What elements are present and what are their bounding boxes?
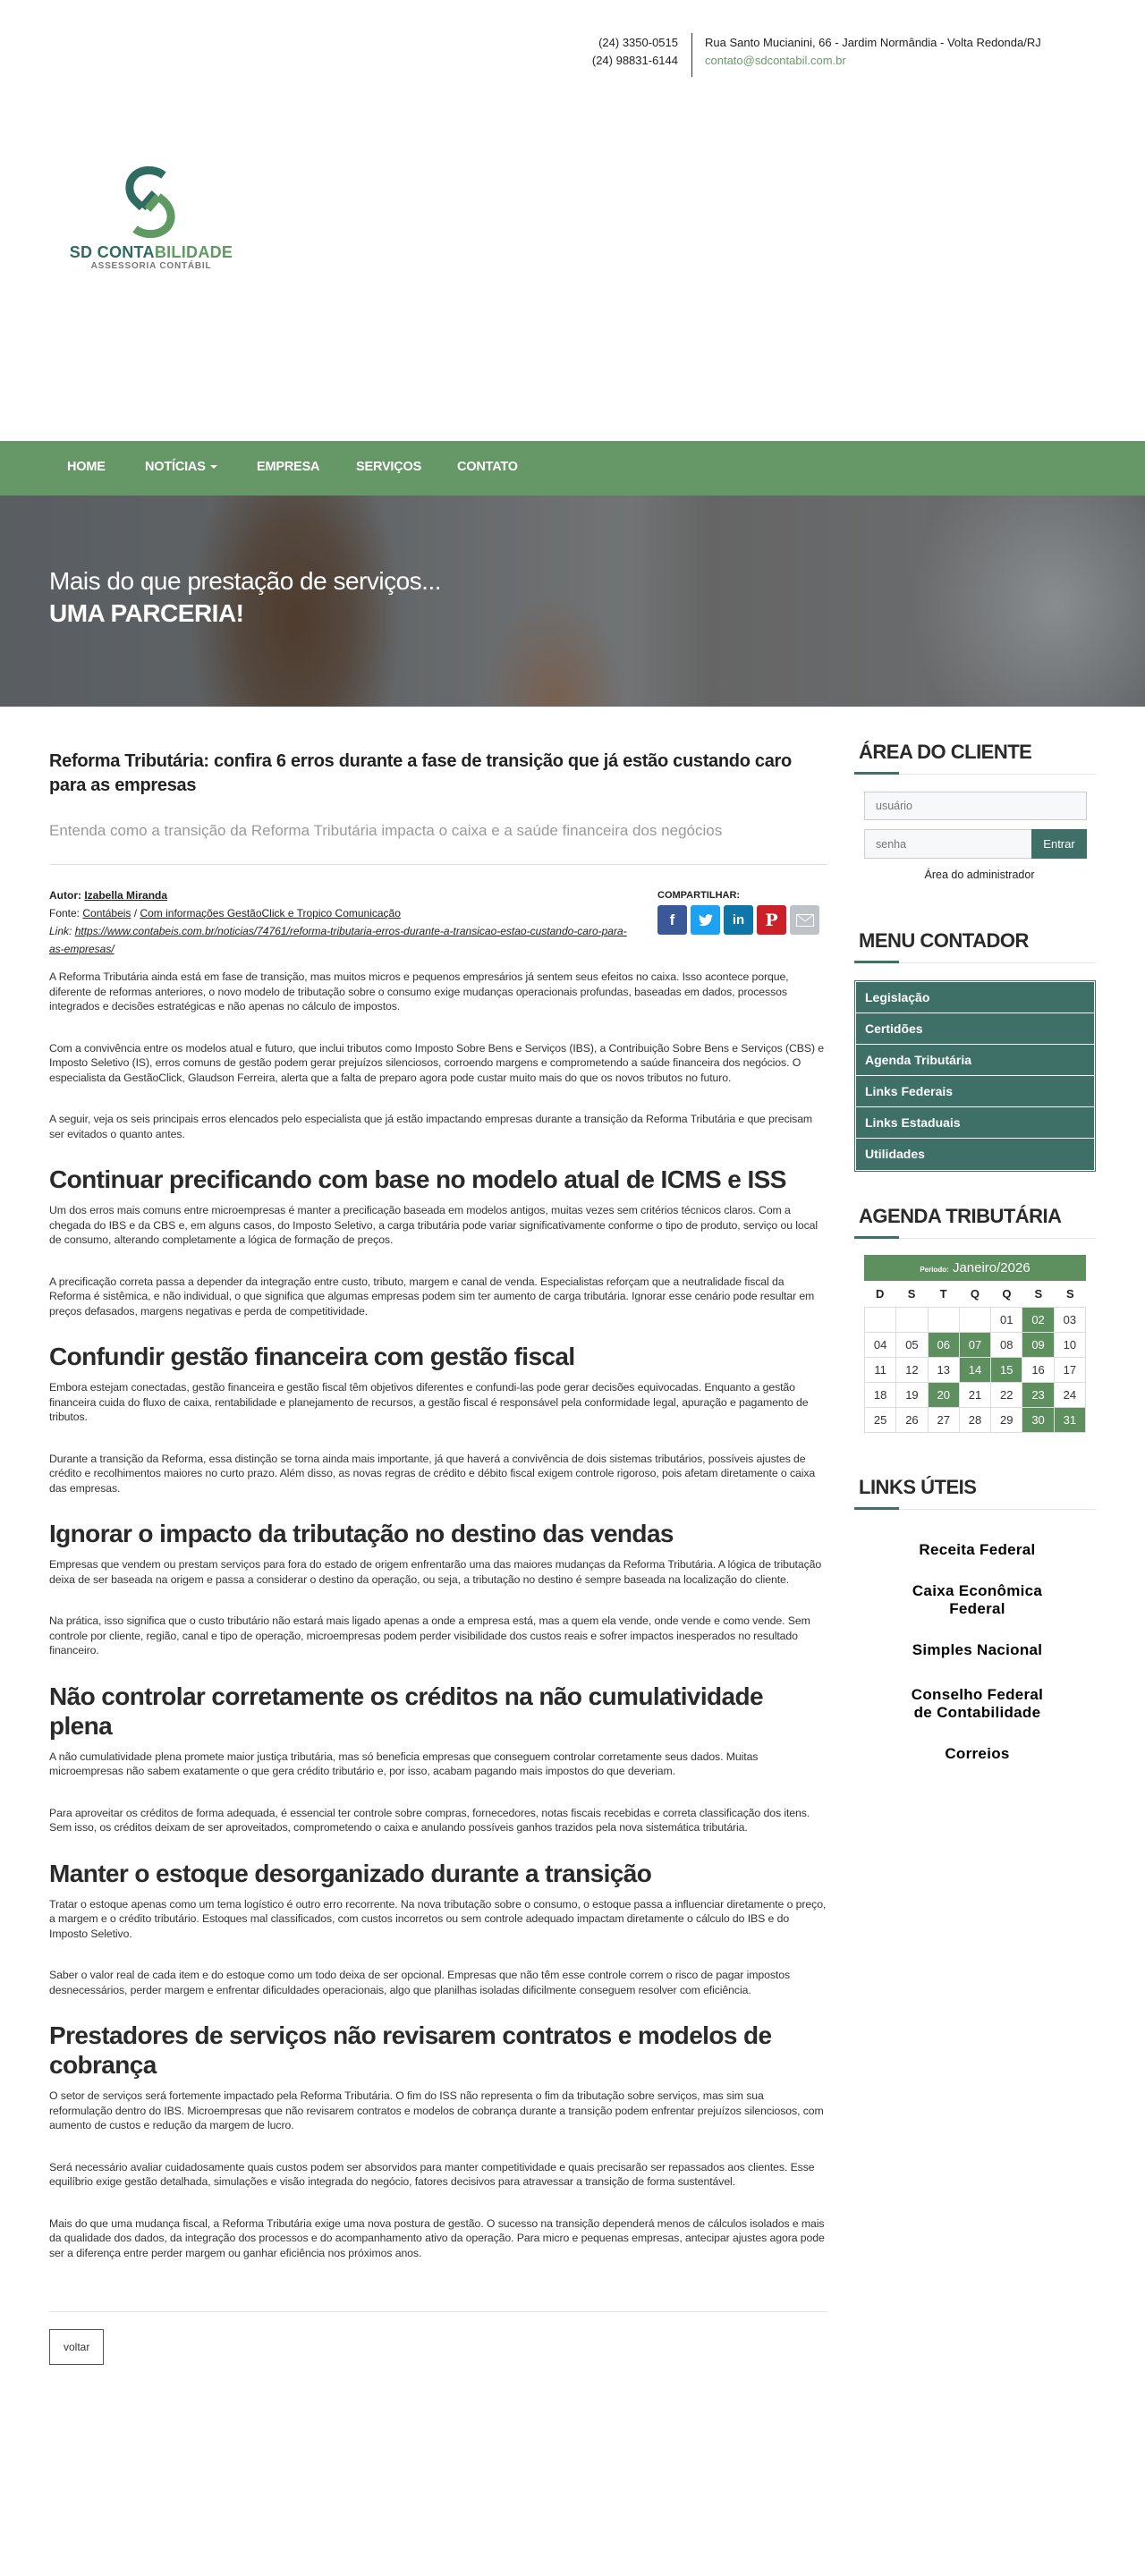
links-widget [854,1476,1096,1510]
calendar-day[interactable]: 04 [865,1333,896,1358]
hero-line-1: Mais do que prestação de serviços... [49,567,442,595]
divider [49,864,827,865]
calendar-empty-cell [929,1308,960,1333]
calendar-day[interactable]: 24 [1055,1383,1086,1408]
useful-link-line: Conselho Federal [911,1686,1044,1703]
section-heading: Ignorar o impacto da tributação no destino das vendas [49,1520,674,1547]
share-label: COMPARTILHAR: [657,890,741,901]
heading-underline [854,1238,1096,1239]
paragraph: Durante a transição da Reforma, essa distinção se torna ainda mais importante, já que haverá a convivência de dois sistemas tributários, possíveis ajustes de crédito e recolhimentos maiores no curto prazo. Além disso, as novas regras de crédito e débito fiscal exigem controle rigoroso, pois afetam diretamente o caixa das empresas. [49,1452,816,1495]
username-input[interactable] [864,792,1087,820]
paragraph: Saber o valor real de cada item e do estoque como um todo deixa de ser opcional. Empresas que não têm esse controle correm o risco de pagar impostos desnecessários, perder margem e enfrentar dificuldades operacionais, algo que planilhas isoladas dificilmente conseguem resolver com eficiência. [49,1969,790,1996]
pinterest-icon[interactable]: P [757,905,786,935]
logo-s-mark-icon [49,166,253,238]
author-line: Autor: Izabella Miranda [49,889,168,902]
links-title: LINKS ÚTEIS [859,1476,977,1498]
address: Rua Santo Mucianini, 66 - Jardim Normândia - Volta Redonda/RJ [705,36,1041,49]
paragraph: O setor de serviços será fortemente impactado pela Reforma Tributária. O fim do ISS não representa o fim da tributação sobre serviços, mas sim sua reformulação dentro do IBS. Microempresas que não revisarem contratos e modelos de cobrança durante a transição podem enfrentar prejuízos silenciosos, com aumento de custos e redução da margem de lucro. [49,2089,824,2131]
main-nav [0,441,1145,496]
calendar-day[interactable]: 22 [991,1383,1022,1408]
link-line: Link: https://www.contabeis.com.br/noticias/74761/reforma-tributaria-erros-durante-a-transicao-estao-custando-caro-para-as-empresas/ [49,925,627,955]
calendar-day[interactable]: 29 [991,1408,1022,1433]
calendar-day-deadline[interactable]: 15 [991,1358,1022,1383]
menu-contador-widget [854,929,1096,963]
article-subtitle: Entenda como a transição da Reforma Tributária impacta o caixa e a saúde financeira dos negócios [49,822,723,839]
email-link[interactable]: contato@sdcontabil.com.br [705,54,846,67]
calendar-day-deadline[interactable]: 09 [1022,1333,1054,1358]
calendar-day-deadline[interactable]: 31 [1055,1408,1086,1433]
calendar-day[interactable]: 21 [960,1383,991,1408]
heading-underline [854,962,1096,963]
weekday-label: S [1065,1287,1074,1301]
menu-item-certidoes[interactable]: Certidões [856,1013,1094,1045]
paragraph: A precificação correta passa a depender da integração entre custo, tributo, margem e canal de venda. Especialistas reforçam que a neutralidade fiscal da Reforma é sistêmica, e não individual, o que significa que algumas empresas podem sim ter aumento de carga tributária. Ignorar esse cenário pode resultar em preços defasados, margens negativas e perda de competitividade. [49,1275,815,1318]
calendar-day[interactable]: 08 [991,1333,1022,1358]
menu-item-agenda-tributaria[interactable]: Agenda Tributária [856,1045,1094,1076]
weekday-label: T [939,1287,947,1301]
useful-link-line: Federal [949,1600,1005,1617]
calendar-day-deadline[interactable]: 23 [1022,1383,1054,1408]
paragraph: Com a convivência entre os modelos atual e futuro, que inclui tributos como Imposto Sobre Bens e Serviços (IBS), a Contribuição Sobre Bens e Serviços (CBS) e Imposto Seletivo (IS), erros comuns de gestão podem gerar prejuízos silenciosos, corroendo margens e comprometendo a saúde financeira dos negócios. O especialista da GestãoClick, Glaudson Ferreira, alerta que a falta de preparo agora pode custar muito mais do que os novos tributos no futuro. [49,1041,825,1084]
heading-underline [854,774,1096,775]
calendar-day-deadline[interactable]: 30 [1022,1408,1054,1433]
logo[interactable] [49,166,253,275]
calendar-day[interactable]: 12 [896,1358,928,1383]
menu-item-legislacao[interactable]: Legislação [856,982,1094,1013]
paragraph: Empresas que vendem ou prestam serviços para fora do estado de origem enfrentarão uma das maiores mudanças da Reforma Tributária. A lógica de tributação deixa de ser baseada na origem e passa a considerar o destino da operação, ou seja, a tributação no destino é sempre baseada na localização do cliente. [49,1558,822,1586]
source-link-2[interactable]: Com informações GestãoClick e Tropico Comunicação [140,907,401,919]
useful-link-line: Caixa Econômica [912,1582,1043,1599]
calendar-day[interactable]: 03 [1055,1308,1086,1333]
calendar-empty-cell [960,1308,991,1333]
calendar-grid [864,1307,1086,1433]
nav-home[interactable]: HOME [67,460,106,474]
calendar-day[interactable]: 19 [896,1383,928,1408]
nav-servicos[interactable]: SERVIÇOS [356,460,422,474]
address-block [705,34,1041,70]
useful-link[interactable] [881,1686,1073,1722]
calendar-day[interactable]: 18 [865,1383,896,1408]
paragraph: A não cumulatividade plena promete maior justiça tributária, mas só beneficia empresas que conseguem controlar corretamente seus dados. Muitas microempresas não sabem exatamente o que gera crédito tributário e, por isso, acabam pagando mais impostos do que deveriam. [49,1750,759,1777]
menu-item-links-federais[interactable]: Links Federais [856,1076,1094,1107]
calendar-day[interactable]: 13 [929,1358,960,1383]
useful-link-line: Receita Federal [919,1541,1036,1558]
article [49,750,827,2365]
facebook-icon[interactable]: f [657,905,687,935]
paragraph: Embora estejam conectadas, gestão financeira e gestão fiscal têm objetivos diferentes e confundi-las pode gerar decisões equivocadas. Enquanto a gestão financeira cuida do fluxo de caixa, rentabilidade e planejamento de recursos, a gestão fiscal é responsável pela conformidade legal, apuração e pagamento de tributos. [49,1381,809,1423]
agenda-widget [854,1205,1096,1239]
useful-link[interactable] [881,1641,1073,1659]
calendar-empty-cell [896,1308,928,1333]
client-area-widget [854,741,1096,775]
useful-link[interactable] [881,1541,1073,1559]
calendar-day-deadline[interactable]: 06 [929,1333,960,1358]
nav-empresa[interactable]: EMPRESA [257,460,320,474]
linkedin-icon[interactable]: in [724,905,753,935]
section-heading: Confundir gestão financeira com gestão fiscal [49,1343,575,1370]
admin-area-link[interactable]: Área do administrador [924,869,1035,881]
paragraph: Mais do que uma mudança fiscal, a Reforma Tributária exige uma nova postura de gestão. O sucesso na transição dependerá menos de cálculos isolados e mais da qualidade dos dados, da integração dos processos e do acompanhamento ativo da operação. Para micro e pequenas empresas, antecipar ajustes agora pode ser a diferença entre perder margem ou ganhar eficiência nos próximos anos. [49,2216,825,2259]
calendar-day[interactable]: 25 [865,1408,896,1433]
menu-contador-title: MENU CONTADOR [859,929,1029,952]
client-area-title: ÁREA DO CLIENTE [859,741,1032,763]
menu-contador-list [854,980,1096,1172]
source-line: Fonte: Contábeis / Com informações GestãoClick e Tropico Comunicação [49,907,401,919]
nav-noticias[interactable]: NOTÍCIAS [145,460,217,474]
logo-name: SD CONTABILIDADE [69,243,233,261]
calendar-day[interactable]: 17 [1055,1358,1086,1383]
weekday-label: D [876,1287,885,1301]
article-meta [49,886,827,958]
nav-contato[interactable]: CONTATO [457,460,518,474]
weekday-label: Q [970,1287,980,1301]
calendar-day[interactable]: 28 [960,1408,991,1433]
calendar-weekdays [864,1281,1086,1307]
section-heading: Prestadores de serviços não revisarem contratos e modelos de cobrança [49,2021,772,2079]
calendar-day-deadline[interactable]: 07 [960,1333,991,1358]
section-heading: Manter o estoque desorganizado durante a transição [49,1859,652,1887]
calendar-day-deadline[interactable]: 02 [1022,1308,1054,1333]
useful-link-line: de Contabilidade [913,1704,1041,1721]
calendar-day[interactable]: 05 [896,1333,928,1358]
section-heading: Não controlar corretamente os créditos na não cumulatividade plena [49,1682,763,1740]
weekday-label: S [1034,1287,1043,1301]
article-url[interactable]: https://www.contabeis.com.br/noticias/74761/reforma-tributaria-erros-durante-a-transicao-estao-custando-caro-para-as-empresas/ [49,925,627,955]
menu-item-utilidades[interactable]: Utilidades [856,1139,1094,1170]
weekday-label: S [907,1287,916,1301]
phone-numbers [592,34,678,70]
calendar-day[interactable]: 11 [865,1358,896,1383]
email-icon[interactable] [790,905,819,935]
agenda-title: AGENDA TRIBUTÁRIA [859,1205,1062,1227]
paragraph: Tratar o estoque apenas como um tema logístico é outro erro recorrente. Na nova tributação sobre o consumo, o estoque passa a influenciar diretamente o preço, a margem e o crédito tributário. Estoques mal classificados, com custos incorretos ou sem controle adequado impactam diretamente o cálculo do IBS e do Imposto Seletivo. [49,1897,827,1940]
source-link-1[interactable]: Contábeis [82,907,131,919]
calendar-period: Periodo: Janeiro/2026 [864,1255,1086,1281]
menu-item-links-estaduais[interactable]: Links Estaduais [856,1107,1094,1139]
paragraph: Para aproveitar os créditos de forma adequada, é essencial ter controle sobre compras, fornecedores, notas fiscais recebidas e correta classificação dos itens. Sem isso, os créditos deixam de ser aproveitados, comprometendo o caixa e anulando possíveis ganhos trazidos pela nova sistemática tributária. [49,1806,810,1834]
share-box [657,886,827,935]
twitter-icon[interactable] [691,905,720,935]
calendar-day[interactable]: 10 [1055,1333,1086,1358]
paragraph: Na prática, isso significa que o custo tributário não estará mais ligado apenas a onde a empresa está, mas a quem ela vende, onde vende e como vende. Sem controle por cliente, região, canal e tipo de operação, microempresas podem perder visibilidade dos custos reais e sofrer impactos inesperados no resultado financeiro. [49,1614,810,1657]
useful-link-line: Correios [945,1745,1010,1762]
author-link[interactable]: Izabella Miranda [84,889,168,902]
paragraph: Será necessário avaliar cuidadosamente quais custos podem ser absorvidos para manter competitividade e quais precisarão ser repassados aos clientes. Esse equilíbrio exige gestão detalhada, simulações e visão integrada do negócio, fatores decisivos para atravessar a transição de forma sustentável. [49,2160,815,2188]
calendar-day[interactable]: 01 [991,1308,1022,1333]
agenda-calendar [864,1255,1086,1433]
useful-link[interactable] [881,1745,1073,1763]
phone-2: (24) 98831-6144 [591,54,678,67]
back-button[interactable]: voltar [49,2329,104,2365]
section-heading: Continuar precificando com base no modelo atual de ICMS e ISS [49,1165,786,1193]
paragraph: Um dos erros mais comuns entre microempresas é manter a precificação baseada em modelos antigos, muitas vezes sem critérios técnicos claros. Com a chegada do IBS e da CBS e, em alguns casos, do Imposto Seletivo, a carga tributária pode variar significativamente conforme o tipo de produto, serviço ou local de consumo, alterando completamente a lógica de formação de preços. [49,1204,818,1246]
login-button[interactable]: Entrar [1031,829,1087,859]
divider [49,2311,827,2312]
paragraph: A seguir, veja os seis principais erros elencados pelo especialista que já estão impactando empresas durante a transição da Reforma Tributária e que precisam ser evitados o quanto antes. [49,1113,813,1140]
phone-1: (24) 3350-0515 [598,36,678,49]
contact-divider [691,33,692,77]
weekday-label: Q [1002,1287,1012,1301]
calendar-day[interactable]: 26 [896,1408,928,1433]
calendar-day-deadline[interactable]: 14 [960,1358,991,1383]
calendar-day[interactable]: 16 [1022,1358,1054,1383]
calendar-day-deadline[interactable]: 20 [929,1383,960,1408]
caret-down-icon [210,465,217,469]
hero-banner [0,496,1145,707]
useful-link-line: Simples Nacional [912,1641,1043,1658]
logo-tagline: ASSESSORIA CONTÁBIL [90,261,212,271]
paragraph: A Reforma Tributária ainda está em fase de transição, mas muitos micros e pequenos empresários já sentem seus efeitos no caixa. Isso acontece porque, diferente de reformas anteriores, o novo modelo de tributação sobre o consumo exige mudanças operacionais profundas, baseadas em dados, processos integrados e decisões estratégicas e não apenas no cálculo de impostos. [49,970,789,1013]
hero-line-2: UMA PARCERIA! [49,599,244,627]
heading-underline [854,1509,1096,1510]
article-title: Reforma Tributária: confira 6 erros durante a fase de transição que já estão custando caro para as empresas [49,751,792,795]
calendar-empty-cell [865,1308,896,1333]
useful-link[interactable] [881,1582,1073,1618]
calendar-day[interactable]: 27 [929,1408,960,1433]
password-input[interactable] [864,829,1032,859]
article-body [49,970,827,2260]
